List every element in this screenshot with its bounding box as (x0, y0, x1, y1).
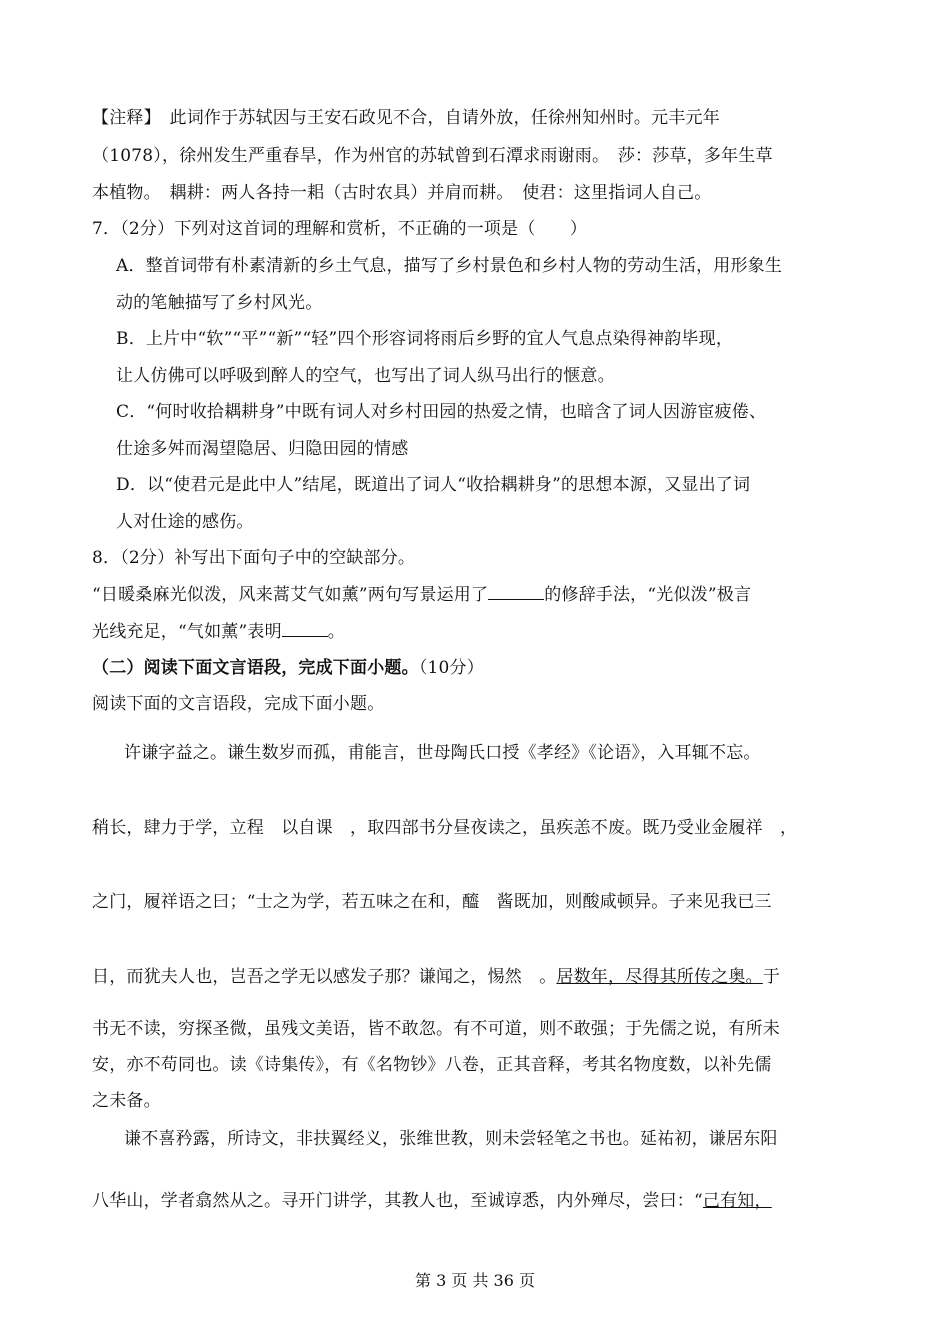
answer-blank-1 (488, 585, 544, 600)
passage-line-5: 书无不读，穷探圣微，虽残文美语，皆不敢忽。有不可道，则不敢强；于先儒之说，有所未 (92, 1019, 780, 1039)
passage-line-9 (92, 1186, 870, 1211)
question-7-stem: 7．（2分）下列对这首词的理解和赏析，不正确的一项是（ ） (92, 219, 588, 239)
q8-text-b: 的修辞手法，“光似泼”极言 (544, 585, 752, 605)
option-a-line-1: A．整首词带有朴素清新的乡土气息，描写了乡村景色和乡村人物的劳动生活，用形象生 (116, 256, 783, 276)
notes-line-2: （1078），徐州发生严重春旱，作为州官的苏轼曾到石潭求雨谢雨。 莎：莎草，多年生草 (92, 146, 773, 166)
page-footer: 第 3 页 共 36 页 (415, 1271, 535, 1290)
option-c-line-2: 仕途多舛而渴望隐居、归隐田园的情感 (116, 439, 409, 459)
q8-text-a: “日暖桑麻光似泼，风来蒿艾气如薰”两句写景运用了 (92, 585, 489, 605)
passage-line-3: 之门，履祥语之曰；“士之为学，若五味之在和，醯 酱既加，则酸咸顿异。子来见我已三 (92, 892, 772, 912)
option-d-line-1: D．以“使君元是此中人”结尾，既道出了词人“收拾耦耕身”的思想本源，又显出了词 (116, 475, 751, 495)
notes-line-1: 【注释】 此词作于苏轼因与王安石政见不合，自请外放，任徐州知州时。元丰元年 (92, 108, 720, 128)
passage-line-6: 安，亦不苟同也。读《诗集传》，有《名物钞》八卷，正其音释，考其名物度数，以补先儒 (92, 1055, 772, 1075)
passage-line-4 (92, 962, 870, 987)
section-2-score: （10分） (418, 658, 484, 678)
q8-text-d: 。 (327, 622, 345, 642)
underlined-sentence: 居数年，尽得其所传之奥。 (556, 967, 763, 987)
passage-line-2: 稍长，肆力于学，立程 以自课 ，取四部书分昼夜读之，虽疾恙不废。既乃受业金履祥 ， (92, 818, 798, 838)
question-8-stem: 8．（2分）补写出下面句子中的空缺部分。 (92, 548, 416, 568)
passage-text: 八华山，学者翕然从之。寻开门讲学，其教人也，至诚谆悉，内外殚尽，尝曰：“ (92, 1191, 703, 1211)
section-2-title: （二）阅读下面文言语段，完成下面小题。 (92, 658, 419, 678)
option-b-line-2: 让人仿佛可以呼吸到醉人的空气，也写出了词人纵马出行的惬意。 (116, 366, 615, 386)
answer-blank-2 (282, 622, 328, 637)
notes-line-3: 本植物。 耦耕：两人各持一耜（古时农具）并肩而耕。 使君：这里指词人自己。 (92, 183, 712, 203)
option-a-line-2: 动的笔触描写了乡村风光。 (116, 293, 323, 313)
option-c-line-1: C．“何时收拾耦耕身”中既有词人对乡村田园的热爱之情，也暗含了词人因游宦疲倦、 (116, 402, 767, 422)
section-2-heading (92, 653, 870, 678)
passage-line-1: 许谦字益之。谦生数岁而孤，甫能言，世母陶氏口授《孝经》《论语》，入耳辄不忘。 (124, 743, 761, 763)
underlined-sentence: 己有知， (702, 1191, 772, 1211)
option-d-line-2: 人对仕途的感伤。 (116, 512, 254, 532)
question-8-line-2 (92, 617, 870, 642)
q8-text-c: 光线充足，“气如薰”表明 (92, 622, 282, 642)
option-b-line-1: B．上片中“软”“平”“新”“轻”四个形容词将雨后乡野的宜人气息点染得神韵毕现， (116, 329, 734, 349)
question-8-line-1 (92, 580, 870, 605)
passage-text: 日，而犹夫人也，岂吾之学无以感发子那？谦闻之，惕然 。 (92, 967, 557, 987)
section-2-intro: 阅读下面的文言语段，完成下面小题。 (92, 694, 385, 714)
passage-line-8: 谦不喜矜露，所诗文，非扶翼经义，张维世教，则未尝轻笔之书也。延祐初，谦居东阳 (124, 1129, 778, 1149)
passage-text: 于 (762, 967, 781, 987)
passage-line-7: 之未备。 (92, 1091, 161, 1111)
